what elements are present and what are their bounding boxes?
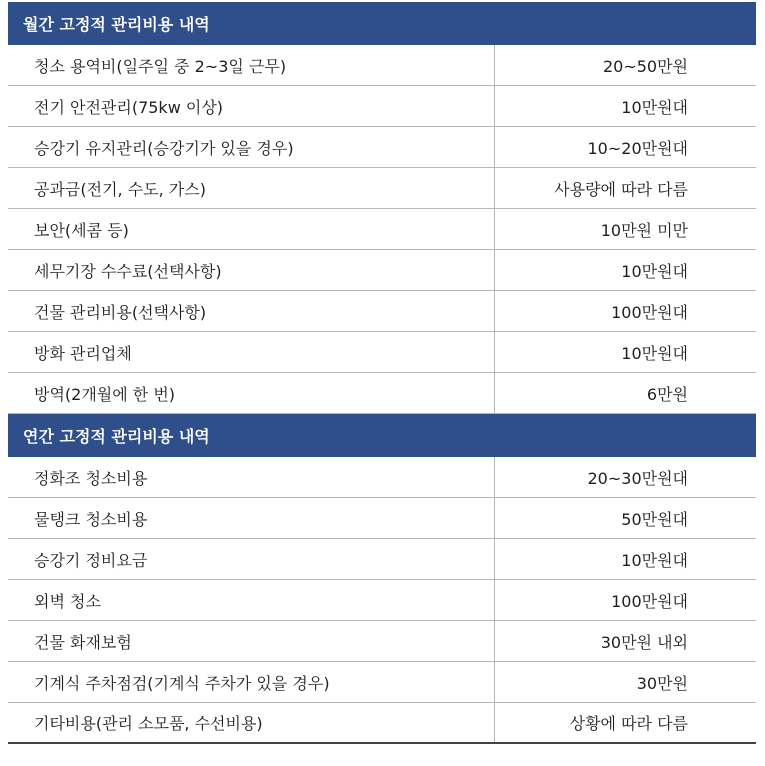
table-row: [8, 457, 756, 498]
item-cell: 청소 용역비(일주일 중 2~3일 근무): [8, 45, 495, 85]
table-row: [8, 209, 756, 250]
cost-table: [8, 2, 756, 744]
cost-cell: 100만원대: [611, 302, 688, 322]
cost-cell: 20~30만원대: [587, 468, 688, 488]
item-cell: 전기 안전관리(75kw 이상): [8, 86, 495, 126]
item-cell: 보안(세콤 등): [8, 209, 495, 249]
section-header-annual: 연간 고정적 관리비용 내역: [8, 414, 756, 457]
cost-cell: 30만원 내외: [600, 632, 688, 652]
table-row: [8, 580, 756, 621]
item-cell: 정화조 청소비용: [8, 457, 495, 497]
table-row: [8, 332, 756, 373]
table-row: [8, 539, 756, 580]
item-cell: 방역(2개월에 한 번): [8, 373, 495, 413]
cost-cell: 100만원대: [611, 591, 688, 611]
cost-cell: 30만원: [636, 673, 688, 693]
cost-cell: 6만원: [646, 384, 688, 404]
cost-cell: 상황에 따라 다름: [569, 714, 688, 733]
cost-cell: 사용량에 따라 다름: [554, 179, 688, 199]
item-cell: 세무기장 수수료(선택사항): [8, 250, 495, 290]
item-cell: 물탱크 청소비용: [8, 498, 495, 538]
table-row: [8, 498, 756, 539]
item-cell: 방화 관리업체: [8, 332, 495, 372]
item-cell: 외벽 청소: [8, 580, 495, 620]
table-row: [8, 168, 756, 209]
table-row: [8, 127, 756, 168]
table-row: [8, 45, 756, 86]
item-cell: 승강기 유지관리(승강기가 있을 경우): [8, 127, 495, 167]
cost-cell: 10만원대: [621, 550, 688, 570]
cost-cell: 10만원대: [621, 97, 688, 117]
table-row: [8, 621, 756, 662]
item-cell: 기계식 주차점검(기계식 주차가 있을 경우): [8, 662, 495, 702]
table-row: [8, 662, 756, 703]
item-cell: 건물 화재보험: [8, 621, 495, 661]
cost-cell: 10만원 미만: [600, 220, 688, 240]
item-cell: 승강기 정비요금: [8, 539, 495, 579]
cost-cell: 50만원대: [621, 509, 688, 529]
table-row: [8, 86, 756, 127]
table-row: [8, 250, 756, 291]
table-row: [8, 291, 756, 332]
cost-cell: 10만원대: [621, 261, 688, 281]
section-header-monthly: 월간 고정적 관리비용 내역: [8, 2, 756, 45]
cost-cell: 20~50만원: [602, 56, 688, 76]
item-cell: 공과금(전기, 수도, 가스): [8, 168, 495, 208]
table-row: [8, 373, 756, 414]
table-row: [8, 703, 756, 744]
cost-cell: 10만원대: [621, 343, 688, 363]
item-cell: 기타비용(관리 소모품, 수선비용): [8, 703, 495, 742]
item-cell: 건물 관리비용(선택사항): [8, 291, 495, 331]
cost-cell: 10~20만원대: [587, 138, 688, 158]
